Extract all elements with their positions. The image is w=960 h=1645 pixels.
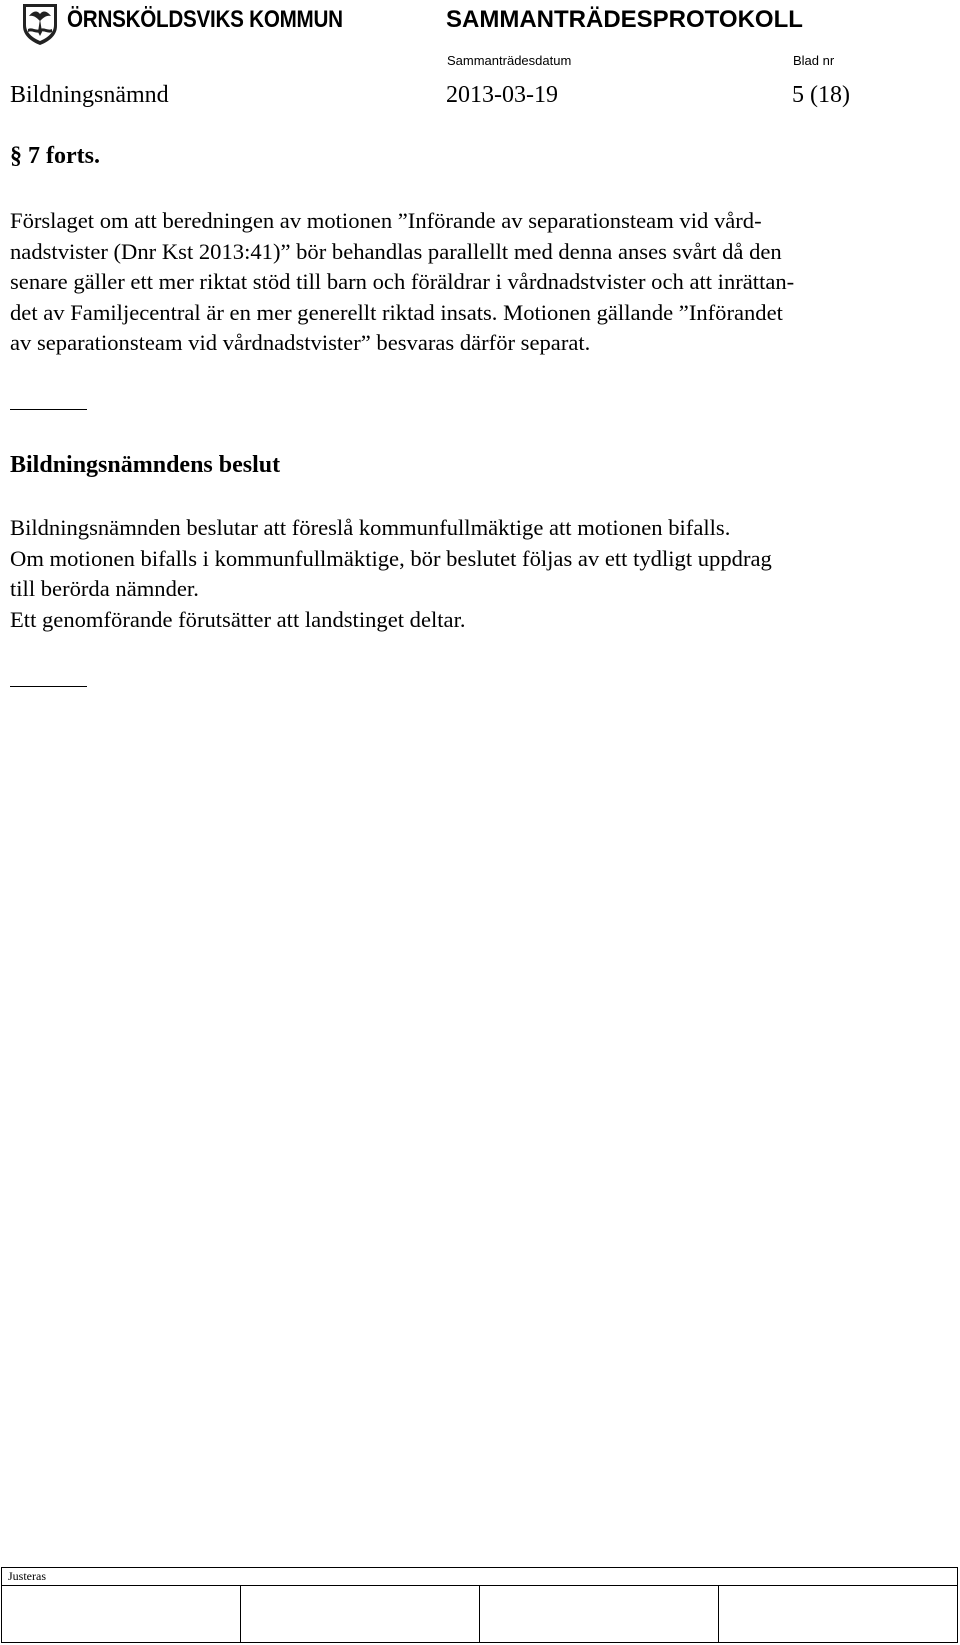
paragraph-line: Förslaget om att beredningen av motionen ”Införande av separationsteam vid vård- [10, 208, 762, 233]
page-number: 5 (18) [792, 82, 850, 108]
signature-box [719, 1586, 958, 1643]
decision-line: till berörda nämnder. [10, 576, 199, 601]
signature-table [1, 1567, 958, 1643]
meeting-date: 2013-03-19 [446, 82, 558, 108]
decision-paragraph [10, 513, 772, 635]
separator-line [10, 686, 87, 687]
decision-heading: Bildningsnämndens beslut [10, 452, 281, 478]
paragraph-line: av separationsteam vid vårdnadstvister” besvaras därför separat. [10, 330, 591, 355]
signature-box [241, 1586, 480, 1643]
paragraph-line: senare gäller ett mer riktat stöd till barn och föräldrar i vårdnadstvister och att inrättan- [10, 269, 795, 294]
municipality-crest-icon [20, 2, 60, 46]
document-type-title: SAMMANTRÄDESPROTOKOLL [446, 6, 803, 33]
signature-box [2, 1586, 241, 1643]
signature-box [480, 1586, 719, 1643]
separator-line [10, 409, 87, 410]
decision-line: Ett genomförande förutsätter att landstinget deltar. [10, 606, 466, 632]
decision-line: Om motionen bifalls i kommunfullmäktige, bör beslutet följas av ett tydligt uppdrag [10, 545, 772, 571]
committee-name: Bildningsnämnd [10, 82, 169, 108]
section-heading: § 7 forts. [10, 143, 100, 169]
justeras-header-cell [2, 1568, 958, 1586]
section-paragraph [10, 206, 794, 359]
justeras-label: Justeras [8, 1569, 46, 1583]
meeting-date-label: Sammanträdesdatum [447, 53, 572, 68]
paragraph-line: det av Familjecentral är en mer generellt riktad insats. Motionen gällande ”Införandet [10, 299, 783, 325]
organization-name: ÖRNSKÖLDSVIKS KOMMUN [67, 6, 343, 33]
page-number-label: Blad nr [793, 53, 835, 68]
decision-line: Bildningsnämnden beslutar att föreslå kommunfullmäktige att motionen bifalls. [10, 515, 731, 540]
paragraph-line: nadstvister (Dnr Kst 2013:41)” bör behandlas parallellt med denna anses svårt då den [10, 238, 782, 264]
